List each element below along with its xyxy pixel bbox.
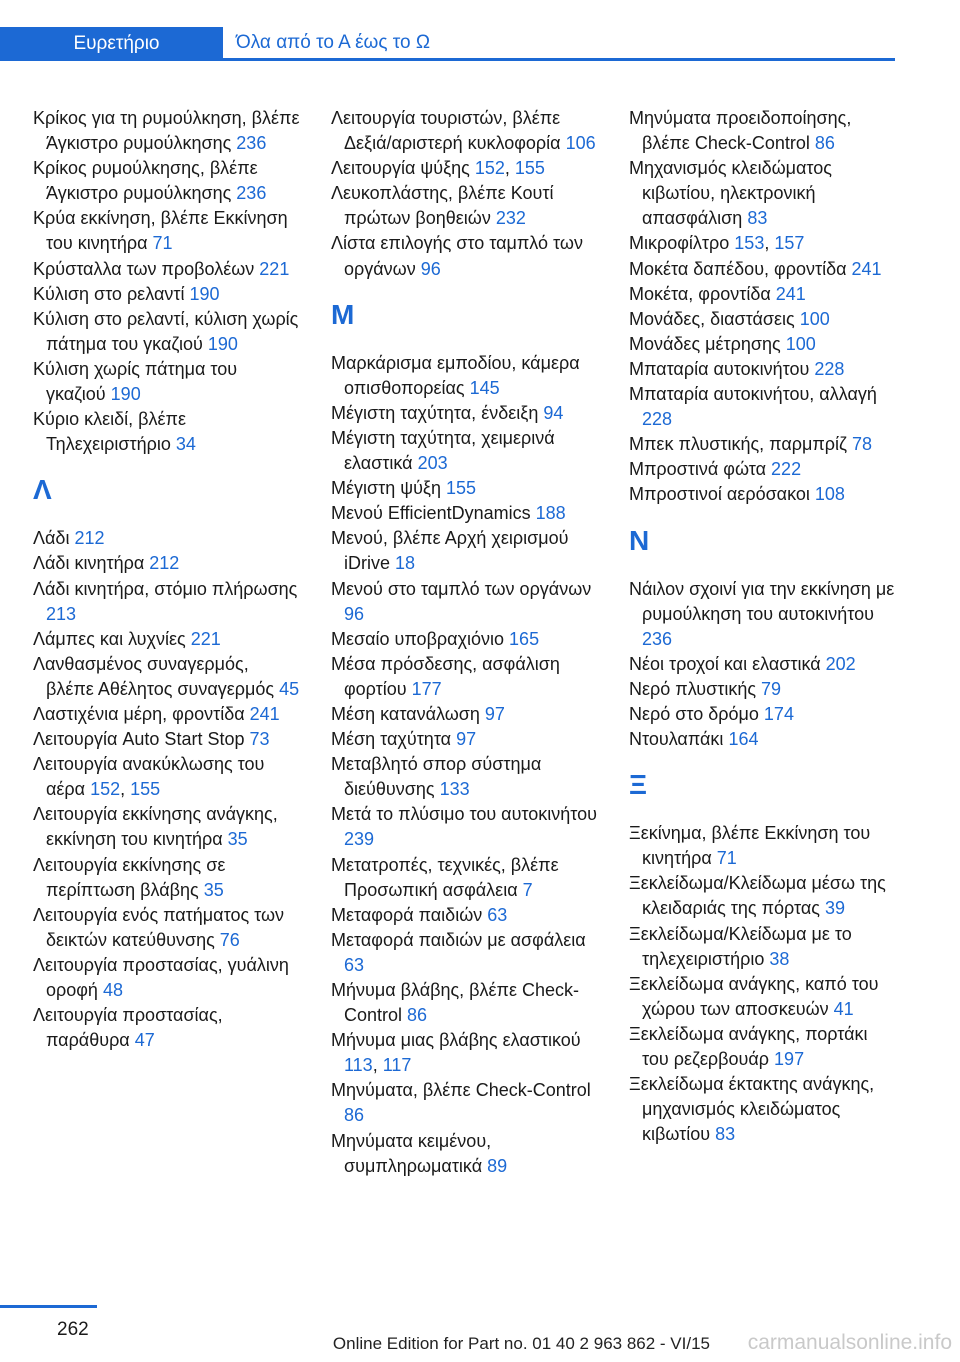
index-entry <box>629 382 897 432</box>
index-entry-text: Λειτουργία προστασίας, γυάλινη οροφή <box>33 954 289 1000</box>
index-entry <box>629 257 897 282</box>
section-subtitle: Όλα από το Α έως το Ω <box>236 32 431 53</box>
page-link[interactable]: 79 <box>761 678 782 699</box>
index-entry-text: Μετά το πλύσιμο του αυτοκινήτου <box>331 804 598 825</box>
index-entry-text: Λειτουργία ψύξης <box>331 158 470 179</box>
page-link[interactable]: 203 <box>417 453 448 474</box>
index-entry <box>629 871 897 921</box>
index-entry-text: Κρύα εκκίνηση, βλέπε Εκκίνηση του κινητήρα <box>33 208 288 254</box>
index-entry <box>331 577 599 627</box>
index-entry-text: Μέγιστη ταχύτητα, χειμερινά ελαστικά <box>331 427 555 474</box>
index-entry-text: Κύλιση χωρίς πάτημα του γκαζιού <box>33 358 238 405</box>
index-entry <box>331 401 599 426</box>
index-entry-text: Κύλιση στο ρελαντί <box>33 283 185 304</box>
page-link[interactable]: 117 <box>382 1055 412 1076</box>
index-letter-heading: Ξ <box>629 769 648 801</box>
index-entry <box>33 853 301 903</box>
index-entry-text: Ντουλαπάκι <box>629 729 724 750</box>
index-entry-text: Μέση ταχύτητα <box>331 729 452 750</box>
index-entry-text: Μετατροπές, τεχνικές, βλέπε Προσωπική ασφάλεια <box>331 854 559 900</box>
header-rule <box>223 58 895 61</box>
index-entry-text: Κύριο κλειδί, βλέπε Τηλεχειριστήριο <box>33 409 186 455</box>
index-entry-text: Ξεκλείδωμα/Κλείδωμα μέσω της κλειδαριάς της πόρτας <box>629 873 886 919</box>
page-link[interactable]: 45 <box>279 678 300 699</box>
index-entry <box>629 1022 897 1072</box>
page-link[interactable]: 100 <box>799 308 830 329</box>
index-entry <box>331 476 599 501</box>
index-entry <box>629 1072 897 1147</box>
index-entry: Λειτουργία ανακύκλωσης του αέρα 152, 155 <box>33 754 265 800</box>
index-letter-heading: Μ <box>331 298 355 330</box>
index-entry <box>629 357 897 382</box>
page-link[interactable]: 63 <box>487 904 508 925</box>
index-entry <box>629 821 897 871</box>
index-entry <box>629 332 897 357</box>
index-entry <box>33 627 301 652</box>
page-link[interactable]: 164 <box>728 729 759 750</box>
index-entry <box>629 577 897 652</box>
page-link[interactable]: 228 <box>814 358 845 379</box>
page-link[interactable]: 155 <box>514 158 545 179</box>
index-entry <box>33 551 301 576</box>
index-entry-text: Μονάδες, διαστάσεις <box>629 308 795 329</box>
index-entry-text: Μοκέτα, φροντίδα <box>629 283 771 304</box>
index-entry-text: Λίστα επιλογής στο ταμπλό των οργάνων <box>331 233 583 279</box>
index-entry-text: Ξεκίνημα, βλέπε Εκκίνηση του κινητήρα <box>629 823 871 869</box>
page-link[interactable]: 152 <box>90 779 121 800</box>
index-entry-text: Μπροστινά φώτα <box>629 459 767 480</box>
index-entry <box>33 953 301 1003</box>
index-entry <box>629 482 897 507</box>
index-entry-text: Μέγιστη ταχύτητα, ένδειξη <box>331 402 539 423</box>
page-link[interactable]: 221 <box>259 258 290 279</box>
index-entry <box>629 727 897 752</box>
page-link[interactable]: 145 <box>469 377 500 398</box>
index-entry <box>331 727 599 752</box>
index-entry-text: Κρύσταλλα των προβολέων <box>33 258 255 279</box>
index-entry <box>629 922 897 972</box>
index-entry <box>331 106 599 156</box>
index-entry <box>33 577 301 627</box>
index-entry-text: Μηνύματα, βλέπε Check-Control <box>331 1080 591 1101</box>
index-entry-text: Μέσα πρόσδεσης, ασφάλιση φορτίου <box>331 653 560 699</box>
page-link[interactable]: 41 <box>833 998 854 1019</box>
page-link[interactable]: 236 <box>236 133 267 154</box>
page-link[interactable]: 89 <box>487 1155 508 1176</box>
index-entry-text: Λάδι <box>33 528 70 549</box>
index-entry-text: Λανθασμένος συναγερμός, βλέπε Αθέλητος συναγερμός <box>33 653 275 699</box>
index-entry-text: Μπεκ πλυστικής, παρμπρίζ <box>629 434 847 455</box>
index-entry-text: Μηχανισμός κλειδώματος κιβωτίου, ηλεκτρονική απασφάλιση <box>629 158 832 229</box>
page-link[interactable]: 108 <box>814 484 845 505</box>
index-entry-text: Λαστιχένια μέρη, φροντίδα <box>33 703 245 724</box>
index-entry <box>331 501 599 526</box>
index-entry-text: Μπροστινοί αερόσακοι <box>629 484 810 505</box>
page-link[interactable]: 177 <box>411 678 442 699</box>
index-entry <box>629 307 897 332</box>
index-entry: Λειτουργία ψύξης 152, 155 <box>331 158 545 179</box>
page-link[interactable]: 106 <box>565 133 596 154</box>
page-link[interactable]: 241 <box>249 703 280 724</box>
index-entry <box>331 702 599 727</box>
index-entry-text: Μονάδες μέτρησης <box>629 333 781 354</box>
index-column-3 <box>629 106 897 1147</box>
index-entry <box>629 677 897 702</box>
index-entry <box>33 282 301 307</box>
page-link[interactable]: 35 <box>203 879 224 900</box>
index-entry-text: Λειτουργία εκκίνησης σε περίπτωση βλάβης <box>33 854 226 900</box>
page-link[interactable]: 152 <box>474 158 505 179</box>
index-entry <box>33 702 301 727</box>
page-link[interactable]: 222 <box>771 459 802 480</box>
page-link[interactable]: 48 <box>102 980 123 1000</box>
index-letter-heading: Λ <box>33 474 52 506</box>
page-link[interactable]: 221 <box>190 628 221 649</box>
page-link[interactable]: 86 <box>344 1105 365 1126</box>
page-link[interactable]: 133 <box>439 779 470 800</box>
index-entry <box>33 727 301 752</box>
page-link[interactable]: 241 <box>851 258 882 279</box>
page-link[interactable]: 190 <box>110 384 141 405</box>
index-entry: Μικροφίλτρο 153, 157 <box>629 233 805 254</box>
page-link[interactable]: 76 <box>219 929 240 950</box>
page-link[interactable]: 165 <box>509 628 540 649</box>
index-entry <box>331 1129 599 1179</box>
page-link[interactable]: 213 <box>46 603 77 624</box>
page-link[interactable]: 18 <box>395 553 416 574</box>
index-column-2 <box>331 106 599 1179</box>
page-link[interactable]: 97 <box>484 703 505 724</box>
index-entry-text: Ξεκλείδωμα ανάγκης, πορτάκι του ρεζερβουάρ <box>629 1023 868 1069</box>
page-link[interactable]: 86 <box>814 133 835 154</box>
index-entry-text: Μικροφίλτρο <box>629 233 730 254</box>
index-entry-text: Λειτουργία εκκίνησης ανάγκης, εκκίνηση του κινητήρα <box>33 804 278 850</box>
index-entry-text: Λειτουργία τουριστών, βλέπε Δεξιά/αριστερή κυκλοφορία <box>331 108 561 154</box>
index-entry <box>331 231 599 281</box>
page-link[interactable]: 155 <box>130 779 161 800</box>
index-entry-text: Λειτουργία ανακύκλωσης του αέρα <box>33 754 265 800</box>
index-entry: Μήνυμα μιας βλάβης ελαστικού 113, 117 <box>331 1030 581 1076</box>
index-entry <box>33 652 301 702</box>
page-link[interactable]: 113 <box>344 1055 373 1076</box>
index-entry <box>629 457 897 482</box>
index-entry <box>33 407 301 457</box>
page-link[interactable]: 153 <box>734 233 765 254</box>
index-entry-text: Μέγιστη ψύξη <box>331 478 441 499</box>
page-link[interactable]: 236 <box>642 628 673 649</box>
page-link[interactable]: 97 <box>456 729 477 750</box>
index-entry <box>33 357 301 407</box>
page-link[interactable]: 228 <box>642 409 673 430</box>
index-entry-text: Μέση κατανάλωση <box>331 703 480 724</box>
page-link[interactable]: 190 <box>207 333 238 354</box>
page-link[interactable]: 71 <box>716 848 737 869</box>
page-link[interactable]: 35 <box>227 829 248 850</box>
index-entry <box>33 156 301 206</box>
index-entry-text: Ξεκλείδωμα ανάγκης, καπό του χώρου των αποσκευών <box>629 973 879 1019</box>
index-entry <box>331 181 599 231</box>
index-letter-heading: Ν <box>629 524 650 556</box>
index-entry-text: Μπαταρία αυτοκινήτου, αλλαγή <box>629 384 877 405</box>
index-entry <box>33 802 301 852</box>
index-entry-text: Λειτουργία ενός πατήματος των δεικτών κατεύθυνσης <box>33 904 285 950</box>
index-entry-text: Λευκοπλάστης, βλέπε Κουτί πρώτων βοηθειών <box>331 183 554 229</box>
page-link[interactable]: 78 <box>851 434 872 455</box>
page-link[interactable]: 212 <box>149 553 180 574</box>
index-entry-text: Νερό στο δρόμο <box>629 703 759 724</box>
index-column-1 <box>33 106 301 1053</box>
index-entry <box>331 928 599 978</box>
page-number: 262 <box>57 1319 89 1340</box>
index-entry-text: Ξεκλείδωμα έκτακτης ανάγκης, μηχανισμός κλειδώματος κιβωτίου <box>629 1074 875 1145</box>
index-entry <box>331 853 599 903</box>
page-link[interactable]: 236 <box>236 183 267 204</box>
page-link[interactable]: 202 <box>825 653 856 674</box>
index-entry <box>629 156 897 231</box>
watermark: carmanualsonline.info <box>747 1331 952 1354</box>
index-entry-text: Ξεκλείδωμα/Κλείδωμα με το τηλεχειριστήριο <box>629 923 852 969</box>
index-entry <box>331 978 599 1028</box>
index-entry-text: Κρίκος για τη ρυμούλκηση, βλέπε Άγκιστρο ρυμούλκησης <box>33 108 300 154</box>
index-entry-text: Λάμπες και λυχνίες <box>33 628 186 649</box>
index-entry <box>33 1003 301 1053</box>
page-link[interactable]: 73 <box>249 729 270 750</box>
index-entry-text: Μεταφορά παιδιών <box>331 904 483 925</box>
page-link[interactable]: 94 <box>543 402 564 423</box>
index-entry-text: Λάδι κινητήρα, στόμιο πλήρωσης <box>33 578 298 599</box>
index-entry-text: Μηνύματα κειμένου, συμπληρωματικά <box>331 1130 492 1176</box>
page-link[interactable]: 232 <box>495 208 526 229</box>
page-link[interactable]: 197 <box>774 1049 805 1069</box>
edition-note: Online Edition for Part no. 01 40 2 963 862 - VI/15 <box>332 1334 710 1353</box>
page-link[interactable]: 63 <box>344 954 365 975</box>
page-link[interactable]: 241 <box>775 283 806 304</box>
index-entry <box>629 432 897 457</box>
index-entry-text: Κρίκος ρυμούλκησης, βλέπε Άγκιστρο ρυμούλκησης <box>33 158 258 204</box>
page-link[interactable]: 100 <box>785 333 816 354</box>
page-link[interactable]: 7 <box>522 879 533 900</box>
page-link[interactable]: 34 <box>175 434 196 455</box>
footer-rule <box>0 1305 97 1308</box>
header-tab-strip <box>0 27 895 61</box>
page-link[interactable]: 71 <box>152 233 173 254</box>
page-link[interactable]: 155 <box>446 478 477 499</box>
index-entry-text: Λειτουργία προστασίας, παράθυρα <box>33 1005 223 1051</box>
page-link[interactable]: 83 <box>747 208 768 229</box>
index-entry <box>331 426 599 476</box>
index-entry <box>331 752 599 802</box>
index-tab[interactable]: Ευρετήριο <box>0 27 223 61</box>
page-link[interactable]: 47 <box>134 1030 155 1051</box>
index-entry-text: Μήνυμα βλάβης, βλέπε Check-Control <box>331 980 579 1026</box>
page-link[interactable]: 96 <box>420 258 441 279</box>
index-entry-text: Μενού EfficientDynamics <box>331 503 531 524</box>
page-link[interactable]: 39 <box>824 898 845 919</box>
index-entry-text: Μεταβλητό σπορ σύστημα διεύθυνσης <box>331 754 542 800</box>
index-entry <box>331 802 599 852</box>
page-link[interactable]: 188 <box>535 503 566 524</box>
index-entry <box>331 627 599 652</box>
index-entry <box>33 903 301 953</box>
index-entry <box>629 106 897 156</box>
index-entry <box>629 972 897 1022</box>
index-entry <box>33 206 301 256</box>
index-entry-text: Μπαταρία αυτοκινήτου <box>629 358 810 379</box>
index-entry <box>33 307 301 357</box>
index-entry-text: Μήνυμα μιας βλάβης ελαστικού <box>331 1030 581 1051</box>
index-entry-text: Μαρκάρισμα εμποδίου, κάμερα οπισθοπορείας <box>331 352 580 398</box>
index-entry-text: Μενού στο ταμπλό των οργάνων <box>331 578 592 599</box>
index-entry-text: Νάιλον σχοινί για την εκκίνηση με ρυμούλκηση του αυτοκινήτου <box>629 578 895 624</box>
index-entry <box>629 652 897 677</box>
index-entry-text: Λειτουργία Auto Start Stop <box>33 729 245 750</box>
index-entry-text: Μενού, βλέπε Αρχή χειρισμού iDrive <box>331 528 569 574</box>
index-entry <box>33 526 301 551</box>
index-entry <box>331 526 599 576</box>
page-link[interactable]: 157 <box>774 233 805 254</box>
page-link[interactable]: 212 <box>74 528 105 549</box>
index-entry <box>33 106 301 156</box>
page-link[interactable]: 190 <box>189 283 220 304</box>
page-link[interactable]: 239 <box>344 829 375 850</box>
page-link[interactable]: 96 <box>344 603 365 624</box>
index-entry-text: Νέοι τροχοί και ελαστικά <box>629 653 821 674</box>
index-entry-text: Μεταφορά παιδιών με ασφάλεια <box>331 929 586 950</box>
index-entry-text: Νερό πλυστικής <box>629 678 757 699</box>
index-entry-text: Μηνύματα προειδοποίησης, βλέπε Check-Control <box>629 108 852 154</box>
index-entry <box>331 351 599 401</box>
index-entry <box>629 282 897 307</box>
index-entry <box>331 903 599 928</box>
index-entry-text: Μοκέτα δαπέδου, φροντίδα <box>629 258 847 279</box>
page-link[interactable]: 86 <box>407 1005 428 1026</box>
page-link[interactable]: 38 <box>769 948 790 969</box>
index-entry <box>629 702 897 727</box>
index-entry <box>33 257 301 282</box>
index-entry-text: Κύλιση στο ρελαντί, κύλιση χωρίς πάτημα του γκαζιού <box>33 308 299 354</box>
index-entry-text: Μεσαίο υποβραχιόνιο <box>331 628 505 649</box>
index-entry <box>331 1078 599 1128</box>
index-entry <box>331 652 599 702</box>
page-link[interactable]: 83 <box>715 1124 736 1145</box>
page-link[interactable]: 174 <box>763 703 794 724</box>
index-entry-text: Λάδι κινητήρα <box>33 553 145 574</box>
